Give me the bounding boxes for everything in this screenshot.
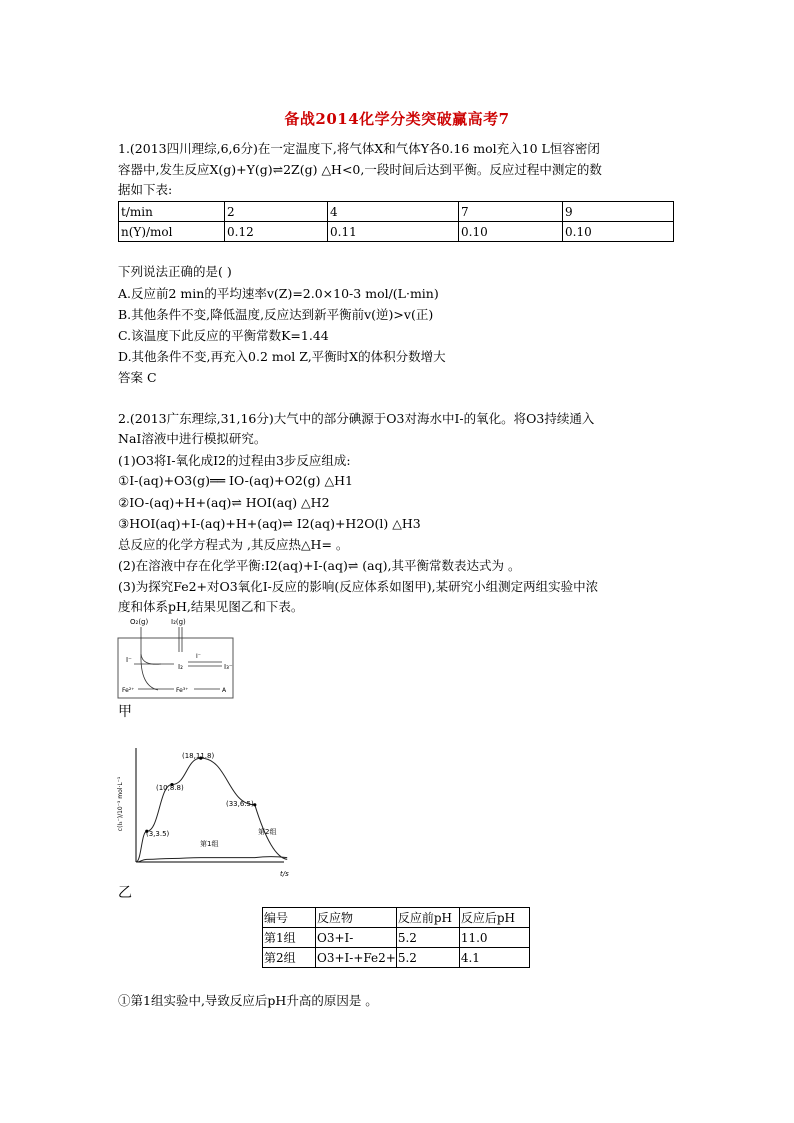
x-axis-label: t/s (280, 870, 289, 878)
table-cell: 4.1 (459, 948, 529, 968)
table-cell: 5.2 (396, 948, 459, 968)
iodide-path (141, 654, 161, 664)
iodide-label: I⁻ (126, 656, 132, 664)
q2-last-line: ①第1组实验中,导致反应后pH升高的原因是 。 (118, 993, 378, 1008)
q2-total-reaction: 总反应的化学方程式为 ,其反应热△H= 。 (118, 537, 349, 552)
q1-line-1: 1.(2013四川理综,6,6分)在一定温度下,将气体X和气体Y各0.16 mol充入10 L恒容密闭 (118, 141, 600, 156)
q2-line-2: NaI溶液中进行模拟研究。 (118, 431, 267, 446)
y-axis-label: c(I₃⁻)/10⁻³ mol·L⁻¹ (117, 776, 124, 832)
point-label-33: (33,6.5) (226, 800, 254, 808)
table-row (119, 202, 674, 222)
point-label-18: (18,11.8) (182, 752, 215, 760)
table-cell: 9 (563, 202, 674, 222)
o2-label: O₂(g) (130, 618, 149, 626)
q2-results-table (262, 907, 530, 968)
table-cell: 0.10 (459, 222, 563, 242)
table-row (263, 928, 530, 948)
q2-line-3: (1)O3将I-氧化成I2的过程由3步反应组成: (118, 453, 351, 468)
fe3-label: Fe³⁺ (176, 687, 189, 694)
table-cell: 反应前pH (396, 908, 459, 928)
table-row (263, 948, 530, 968)
table-cell: 7 (459, 202, 563, 222)
table-cell: 编号 (263, 908, 316, 928)
series-line-group-1 (136, 857, 287, 862)
table-cell: 0.11 (328, 222, 459, 242)
table-row (119, 222, 674, 242)
product-a-label: A (222, 687, 227, 694)
q2-reaction-3: ③HOI(aq)+I-(aq)+H+(aq)⇌ I2(aq)+H2O(l) △H3 (118, 516, 421, 531)
document-title: 备战2014化学分类突破赢高考7 (284, 110, 510, 128)
table-cell: 反应物 (316, 908, 397, 928)
series-label-group-1: 第1组 (200, 840, 219, 848)
iodide-label-2: I⁻ (196, 653, 201, 660)
q2-line-part3-b: 度和体系pH,结果见图乙和下表。 (118, 599, 304, 614)
q1-stem: 下列说法正确的是( ) (118, 264, 232, 279)
q1-option-c: C.该温度下此反应的平衡常数K=1.44 (118, 328, 329, 343)
table-cell: O3+I- (316, 928, 397, 948)
i2-label: I₂ (178, 663, 183, 671)
q2-reaction-1: ①I-(aq)+O3(g)══ IO-(aq)+O2(g) △H1 (118, 473, 353, 488)
table-cell: 第1组 (263, 928, 316, 948)
q1-answer: 答案 C (118, 370, 157, 385)
figure-yi-caption: 乙 (118, 885, 132, 901)
concentration-chart (116, 744, 294, 880)
i2-gas-label: I₂(g) (171, 618, 186, 626)
fe2-label: Fe²⁺ (122, 687, 135, 694)
o2-fe-path (141, 654, 158, 690)
q1-line-3: 据如下表: (118, 182, 173, 197)
table-cell: 0.12 (225, 222, 328, 242)
q2-equilibrium: (2)在溶液中存在化学平衡:I2(aq)+I-(aq)⇌ (aq),其平衡常数表达式为 。 (118, 558, 521, 573)
table-cell: O3+I-+Fe2+ (316, 948, 397, 968)
table-cell: 5.2 (396, 928, 459, 948)
table-cell: 0.10 (563, 222, 674, 242)
series-label-group-2: 第2组 (258, 828, 277, 836)
figure-jia-caption: 甲 (118, 704, 132, 720)
triiodide-label: I₃⁻ (224, 663, 233, 671)
point-label-10: (10,8.8) (156, 784, 184, 792)
table-cell: 反应后pH (459, 908, 529, 928)
q1-option-d: D.其他条件不变,再充入0.2 mol Z,平衡时X的体积分数增大 (118, 349, 446, 364)
q1-option-b: B.其他条件不变,降低温度,反应达到新平衡前v(逆)>v(正) (118, 307, 434, 322)
table-row (263, 908, 530, 928)
table-cell: 第2组 (263, 948, 316, 968)
table-cell: 2 (225, 202, 328, 222)
q1-line-2: 容器中,发生反应X(g)+Y(g)⇌2Z(g) △H<0,一段时间后达到平衡。反应过程中测定的数 (118, 162, 602, 177)
q2-reaction-2: ②IO-(aq)+H+(aq)⇌ HOI(aq) △H2 (118, 495, 330, 510)
table-cell: 4 (328, 202, 459, 222)
q1-data-table (118, 201, 674, 242)
q2-line-1: 2.(2013广东理综,31,16分)大气中的部分碘源于O3对海水中I-的氧化。将O3持续通入 (118, 411, 595, 426)
reaction-system-diagram (116, 614, 236, 700)
table-cell: t/min (119, 202, 225, 222)
table-cell: 11.0 (459, 928, 529, 948)
table-cell: n(Y)/mol (119, 222, 225, 242)
q2-line-part3-a: (3)为探究Fe2+对O3氧化I-反应的影响(反应体系如图甲),某研究小组测定两组实验中浓 (118, 579, 599, 594)
point-label-3: (3,3.5) (146, 830, 170, 838)
q1-option-a: A.反应前2 min的平均速率v(Z)=2.0×10-3 mol/(L·min) (118, 286, 439, 301)
